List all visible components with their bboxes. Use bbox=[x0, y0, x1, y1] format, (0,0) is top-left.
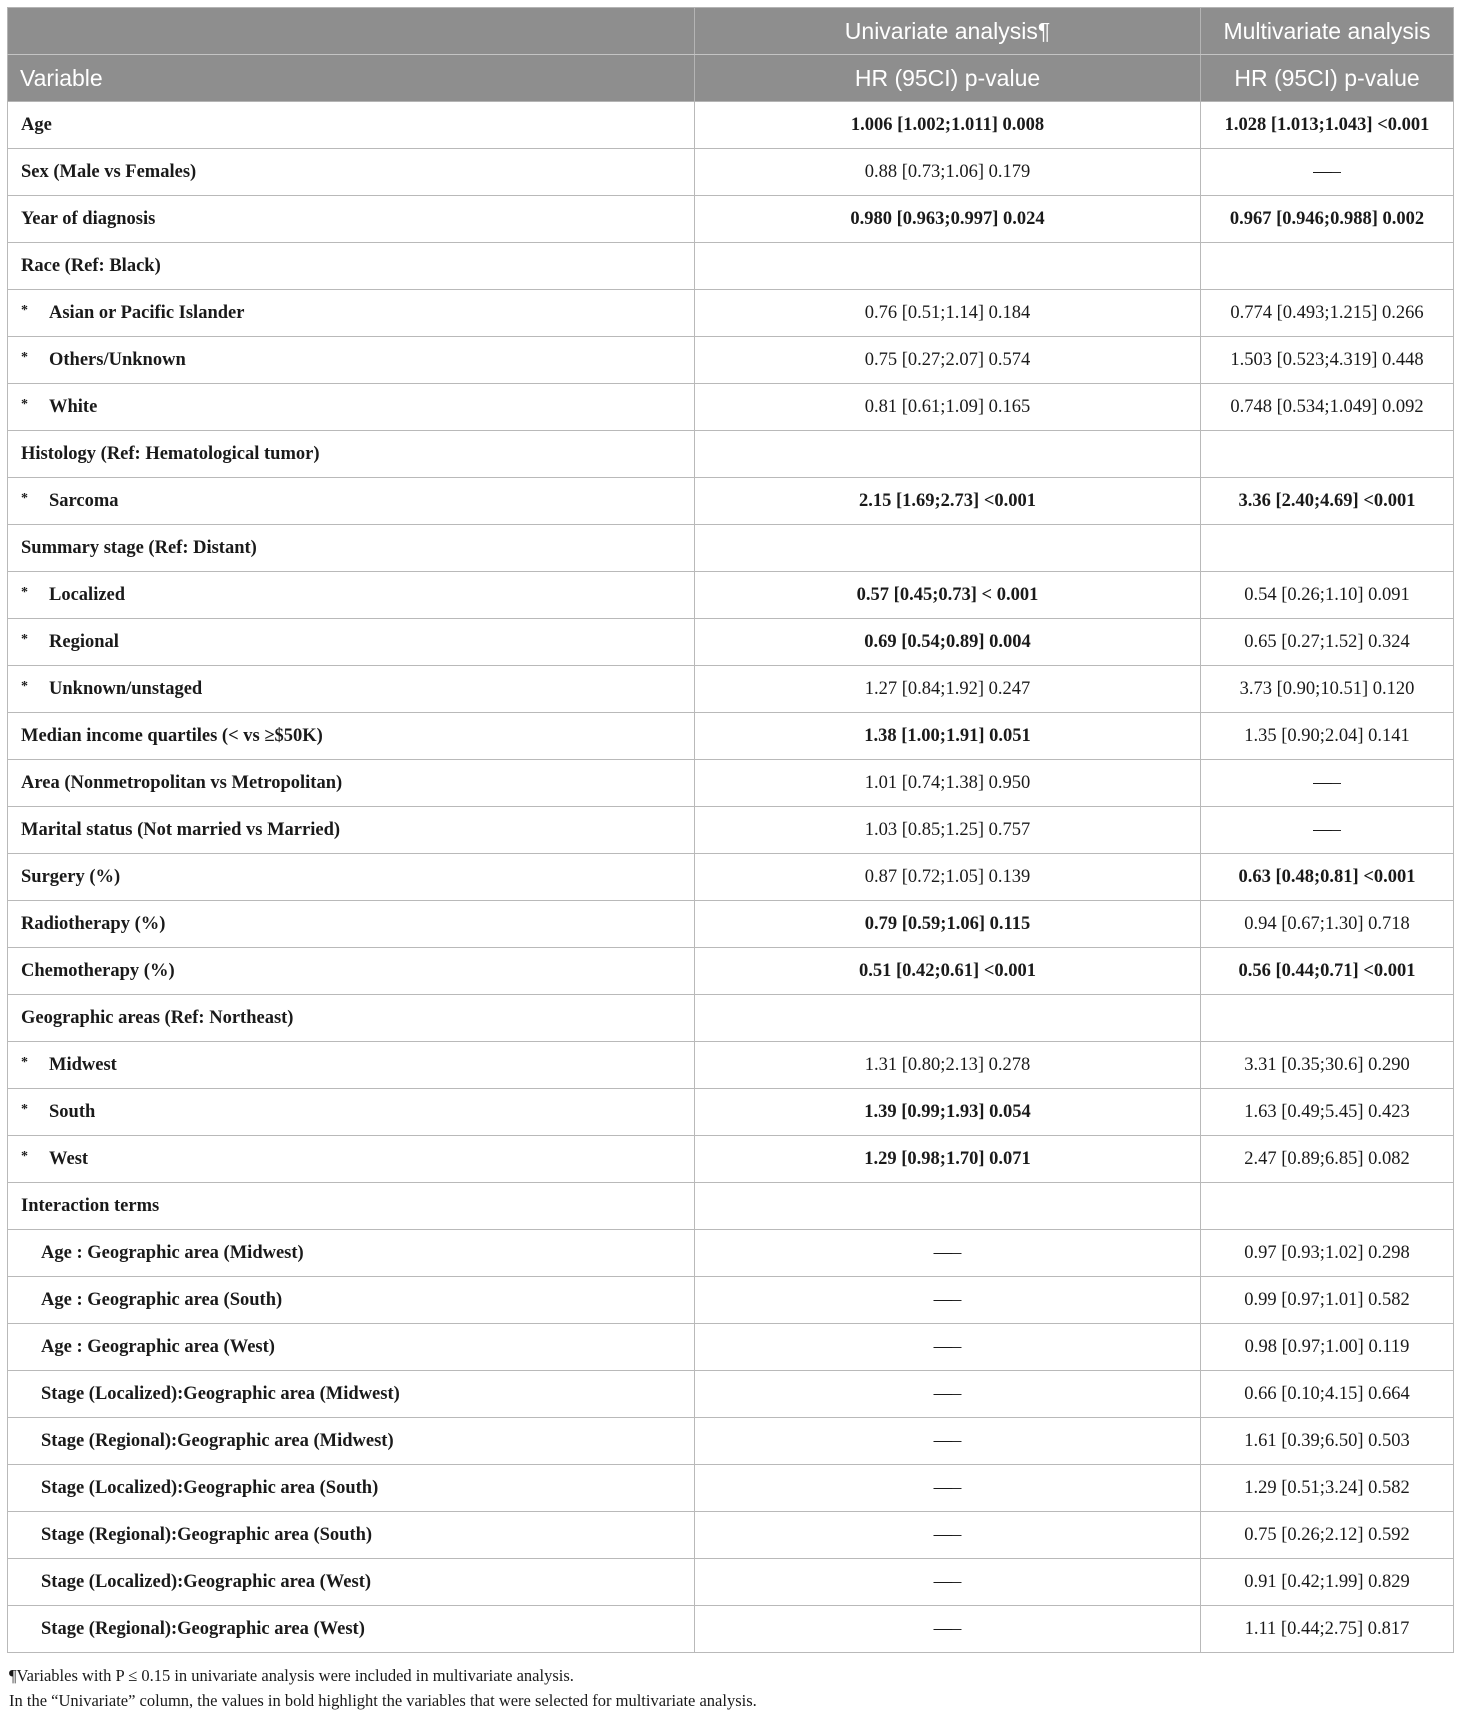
table-row bbox=[8, 1183, 1454, 1230]
univariate-value: 1.38 [1.00;1.91] 0.051 bbox=[695, 713, 1201, 760]
variable-cell bbox=[8, 572, 695, 619]
multivariate-value: 3.31 [0.35;30.6] 0.290 bbox=[1201, 1042, 1454, 1089]
variable-cell bbox=[8, 337, 695, 384]
table-row bbox=[8, 1089, 1454, 1136]
variable-label: Geographic areas (Ref: Northeast) bbox=[21, 1007, 294, 1028]
variable-label: Chemotherapy (%) bbox=[21, 960, 175, 981]
variable-cell bbox=[8, 1371, 695, 1418]
multivariate-value: 0.75 [0.26;2.12] 0.592 bbox=[1201, 1512, 1454, 1559]
header-row-sub bbox=[8, 55, 1454, 102]
variable-label: Midwest bbox=[49, 1054, 117, 1075]
variable-cell bbox=[8, 807, 695, 854]
variable-cell bbox=[8, 1089, 695, 1136]
table-row bbox=[8, 196, 1454, 243]
variable-cell bbox=[8, 1277, 695, 1324]
bullet-marker: * bbox=[21, 678, 28, 694]
multivariate-value: 0.54 [0.26;1.10] 0.091 bbox=[1201, 572, 1454, 619]
variable-cell bbox=[8, 995, 695, 1042]
variable-label: Median income quartiles (< vs ≥$50K) bbox=[21, 725, 323, 746]
variable-label: Age : Geographic area (Midwest) bbox=[41, 1242, 304, 1263]
variable-label: Asian or Pacific Islander bbox=[49, 302, 245, 323]
table-row bbox=[8, 1371, 1454, 1418]
header-row-top bbox=[8, 8, 1454, 55]
variable-label: Stage (Regional):Geographic area (West) bbox=[41, 1618, 365, 1639]
variable-label: Sarcoma bbox=[49, 490, 119, 511]
variable-label: Unknown/unstaged bbox=[49, 678, 203, 699]
footnotes bbox=[7, 1663, 1453, 1713]
variable-cell bbox=[8, 431, 695, 478]
bullet-marker: * bbox=[21, 490, 28, 506]
multivariate-value: 0.98 [0.97;1.00] 0.119 bbox=[1201, 1324, 1454, 1371]
univariate-value: —– bbox=[695, 1418, 1201, 1465]
multivariate-value bbox=[1201, 995, 1454, 1042]
table-row bbox=[8, 337, 1454, 384]
multivariate-value: 1.61 [0.39;6.50] 0.503 bbox=[1201, 1418, 1454, 1465]
variable-label: West bbox=[49, 1148, 89, 1169]
bullet-marker: * bbox=[21, 349, 28, 365]
variable-label: Radiotherapy (%) bbox=[21, 913, 166, 934]
variable-cell bbox=[8, 149, 695, 196]
table-row bbox=[8, 1512, 1454, 1559]
variable-cell bbox=[8, 1465, 695, 1512]
table-row bbox=[8, 1324, 1454, 1371]
univariate-value: 0.57 [0.45;0.73] < 0.001 bbox=[695, 572, 1201, 619]
multivariate-value: 0.748 [0.534;1.049] 0.092 bbox=[1201, 384, 1454, 431]
table-row bbox=[8, 384, 1454, 431]
table-row bbox=[8, 290, 1454, 337]
univariate-value: —– bbox=[695, 1512, 1201, 1559]
multivariate-value: 0.94 [0.67;1.30] 0.718 bbox=[1201, 901, 1454, 948]
univariate-value: 0.51 [0.42;0.61] <0.001 bbox=[695, 948, 1201, 995]
table-row bbox=[8, 1230, 1454, 1277]
multivariate-value: 2.47 [0.89;6.85] 0.082 bbox=[1201, 1136, 1454, 1183]
univariate-value: 1.27 [0.84;1.92] 0.247 bbox=[695, 666, 1201, 713]
multivariate-value: 1.35 [0.90;2.04] 0.141 bbox=[1201, 713, 1454, 760]
multivariate-value bbox=[1201, 525, 1454, 572]
table-row bbox=[8, 619, 1454, 666]
variable-cell bbox=[8, 525, 695, 572]
variable-label: Surgery (%) bbox=[21, 866, 121, 887]
bullet-marker: * bbox=[21, 396, 28, 412]
multivariate-value: 3.73 [0.90;10.51] 0.120 bbox=[1201, 666, 1454, 713]
variable-label: Interaction terms bbox=[21, 1195, 160, 1216]
variable-cell bbox=[8, 1559, 695, 1606]
variable-label: Stage (Regional):Geographic area (South) bbox=[41, 1524, 373, 1545]
univariate-value: —– bbox=[695, 1371, 1201, 1418]
multivariate-value bbox=[1201, 243, 1454, 290]
bullet-marker: * bbox=[21, 1148, 28, 1164]
variable-label: Age : Geographic area (West) bbox=[41, 1336, 275, 1357]
univariate-value: 1.01 [0.74;1.38] 0.950 bbox=[695, 760, 1201, 807]
variable-label: Summary stage (Ref: Distant) bbox=[21, 537, 257, 558]
univariate-value: 0.79 [0.59;1.06] 0.115 bbox=[695, 901, 1201, 948]
table-row bbox=[8, 1136, 1454, 1183]
variable-cell bbox=[8, 243, 695, 290]
variable-label: Others/Unknown bbox=[49, 349, 186, 370]
univariate-value: 0.87 [0.72;1.05] 0.139 bbox=[695, 854, 1201, 901]
univariate-subheader: HR (95CI) p-value bbox=[695, 55, 1201, 102]
variable-cell bbox=[8, 1324, 695, 1371]
variable-cell bbox=[8, 948, 695, 995]
table-row bbox=[8, 102, 1454, 149]
multivariate-value: 0.63 [0.48;0.81] <0.001 bbox=[1201, 854, 1454, 901]
multivariate-value: 0.56 [0.44;0.71] <0.001 bbox=[1201, 948, 1454, 995]
multivariate-value: 1.29 [0.51;3.24] 0.582 bbox=[1201, 1465, 1454, 1512]
table-row bbox=[8, 478, 1454, 525]
bullet-marker: * bbox=[21, 302, 28, 318]
table-row bbox=[8, 572, 1454, 619]
table-row bbox=[8, 431, 1454, 478]
univariate-value: —– bbox=[695, 1559, 1201, 1606]
variable-cell bbox=[8, 384, 695, 431]
variable-cell bbox=[8, 1512, 695, 1559]
multivariate-value: 0.97 [0.93;1.02] 0.298 bbox=[1201, 1230, 1454, 1277]
variable-cell bbox=[8, 1606, 695, 1653]
variable-cell bbox=[8, 102, 695, 149]
table-row bbox=[8, 1418, 1454, 1465]
variable-label: Histology (Ref: Hematological tumor) bbox=[21, 443, 320, 464]
multivariate-value: —– bbox=[1201, 149, 1454, 196]
multivariate-value: 0.66 [0.10;4.15] 0.664 bbox=[1201, 1371, 1454, 1418]
header-blank bbox=[8, 8, 695, 55]
variable-label: Area (Nonmetropolitan vs Metropolitan) bbox=[21, 772, 343, 793]
variable-header: Variable bbox=[8, 55, 695, 102]
univariate-value: 1.006 [1.002;1.011] 0.008 bbox=[695, 102, 1201, 149]
univariate-value: —– bbox=[695, 1606, 1201, 1653]
variable-label: Stage (Localized):Geographic area (South) bbox=[41, 1477, 379, 1498]
multivariate-value bbox=[1201, 431, 1454, 478]
univariate-value: 0.980 [0.963;0.997] 0.024 bbox=[695, 196, 1201, 243]
variable-cell bbox=[8, 478, 695, 525]
variable-label: Age : Geographic area (South) bbox=[41, 1289, 283, 1310]
multivariate-value: —– bbox=[1201, 760, 1454, 807]
multivariate-value bbox=[1201, 1183, 1454, 1230]
univariate-value: —– bbox=[695, 1277, 1201, 1324]
univariate-value: —– bbox=[695, 1324, 1201, 1371]
univariate-value: —– bbox=[695, 1465, 1201, 1512]
variable-cell bbox=[8, 901, 695, 948]
multivariate-value: 1.63 [0.49;5.45] 0.423 bbox=[1201, 1089, 1454, 1136]
variable-cell bbox=[8, 1230, 695, 1277]
table-row bbox=[8, 525, 1454, 572]
univariate-value bbox=[695, 1183, 1201, 1230]
multivariate-value: 0.65 [0.27;1.52] 0.324 bbox=[1201, 619, 1454, 666]
variable-label: Year of diagnosis bbox=[21, 208, 156, 229]
univariate-value: 0.69 [0.54;0.89] 0.004 bbox=[695, 619, 1201, 666]
variable-label: Stage (Regional):Geographic area (Midwest) bbox=[41, 1430, 394, 1451]
table-row bbox=[8, 666, 1454, 713]
univariate-value: 1.39 [0.99;1.93] 0.054 bbox=[695, 1089, 1201, 1136]
table-row bbox=[8, 854, 1454, 901]
table-container bbox=[7, 7, 1453, 1713]
variable-label: White bbox=[49, 396, 98, 417]
multivariate-value: 1.11 [0.44;2.75] 0.817 bbox=[1201, 1606, 1454, 1653]
bullet-marker: * bbox=[21, 1101, 28, 1117]
univariate-value: 0.88 [0.73;1.06] 0.179 bbox=[695, 149, 1201, 196]
variable-cell bbox=[8, 713, 695, 760]
footnote: In the “Univariate” column, the values in bold highlight the variables that were selected for multivariate analysis. bbox=[9, 1691, 757, 1710]
multivariate-value: 0.967 [0.946;0.988] 0.002 bbox=[1201, 196, 1454, 243]
table-row bbox=[8, 948, 1454, 995]
univariate-value bbox=[695, 995, 1201, 1042]
bullet-marker: * bbox=[21, 631, 28, 647]
table-row bbox=[8, 760, 1454, 807]
multivariate-value: 0.774 [0.493;1.215] 0.266 bbox=[1201, 290, 1454, 337]
univariate-value: 1.29 [0.98;1.70] 0.071 bbox=[695, 1136, 1201, 1183]
variable-label: Regional bbox=[49, 631, 119, 652]
variable-cell bbox=[8, 854, 695, 901]
footnote: ¶Variables with P ≤ 0.15 in univariate analysis were included in multivariate analysis. bbox=[9, 1666, 574, 1685]
table-row bbox=[8, 149, 1454, 196]
multivariate-value: 1.028 [1.013;1.043] <0.001 bbox=[1201, 102, 1454, 149]
table-row bbox=[8, 901, 1454, 948]
multivariate-subheader: HR (95CI) p-value bbox=[1201, 55, 1454, 102]
table-row bbox=[8, 1465, 1454, 1512]
table-row bbox=[8, 995, 1454, 1042]
variable-cell bbox=[8, 1042, 695, 1089]
variable-cell bbox=[8, 196, 695, 243]
table-row bbox=[8, 1606, 1454, 1653]
variable-cell bbox=[8, 619, 695, 666]
multivariate-value: 0.99 [0.97;1.01] 0.582 bbox=[1201, 1277, 1454, 1324]
univariate-value bbox=[695, 431, 1201, 478]
multivariate-value: —– bbox=[1201, 807, 1454, 854]
variable-label: Race (Ref: Black) bbox=[21, 255, 161, 276]
univariate-value: 2.15 [1.69;2.73] <0.001 bbox=[695, 478, 1201, 525]
table-row bbox=[8, 243, 1454, 290]
bullet-marker: * bbox=[21, 1054, 28, 1070]
variable-label: Age bbox=[21, 114, 52, 135]
variable-label: Marital status (Not married vs Married) bbox=[21, 819, 341, 840]
univariate-title: Univariate analysis¶ bbox=[695, 8, 1201, 55]
univariate-value: 1.31 [0.80;2.13] 0.278 bbox=[695, 1042, 1201, 1089]
multivariate-value: 0.91 [0.42;1.99] 0.829 bbox=[1201, 1559, 1454, 1606]
variable-label: Localized bbox=[49, 584, 126, 605]
table-row bbox=[8, 807, 1454, 854]
univariate-value: 0.75 [0.27;2.07] 0.574 bbox=[695, 337, 1201, 384]
variable-cell bbox=[8, 1183, 695, 1230]
multivariate-title: Multivariate analysis bbox=[1201, 8, 1454, 55]
univariate-value: 0.81 [0.61;1.09] 0.165 bbox=[695, 384, 1201, 431]
variable-cell bbox=[8, 1418, 695, 1465]
multivariate-value: 3.36 [2.40;4.69] <0.001 bbox=[1201, 478, 1454, 525]
variable-cell bbox=[8, 290, 695, 337]
table-row bbox=[8, 713, 1454, 760]
variable-cell bbox=[8, 760, 695, 807]
variable-cell bbox=[8, 666, 695, 713]
univariate-value: —– bbox=[695, 1230, 1201, 1277]
variable-label: Sex (Male vs Females) bbox=[21, 161, 197, 182]
bullet-marker: * bbox=[21, 584, 28, 600]
table-row bbox=[8, 1277, 1454, 1324]
univariate-value: 1.03 [0.85;1.25] 0.757 bbox=[695, 807, 1201, 854]
univariate-value bbox=[695, 525, 1201, 572]
variable-label: Stage (Localized):Geographic area (West) bbox=[41, 1571, 372, 1592]
variable-label: Stage (Localized):Geographic area (Midwest) bbox=[41, 1383, 400, 1404]
variable-label: South bbox=[49, 1101, 96, 1122]
table-row bbox=[8, 1559, 1454, 1606]
results-table bbox=[7, 7, 1454, 1653]
variable-cell bbox=[8, 1136, 695, 1183]
table-row bbox=[8, 1042, 1454, 1089]
univariate-value bbox=[695, 243, 1201, 290]
multivariate-value: 1.503 [0.523;4.319] 0.448 bbox=[1201, 337, 1454, 384]
univariate-value: 0.76 [0.51;1.14] 0.184 bbox=[695, 290, 1201, 337]
